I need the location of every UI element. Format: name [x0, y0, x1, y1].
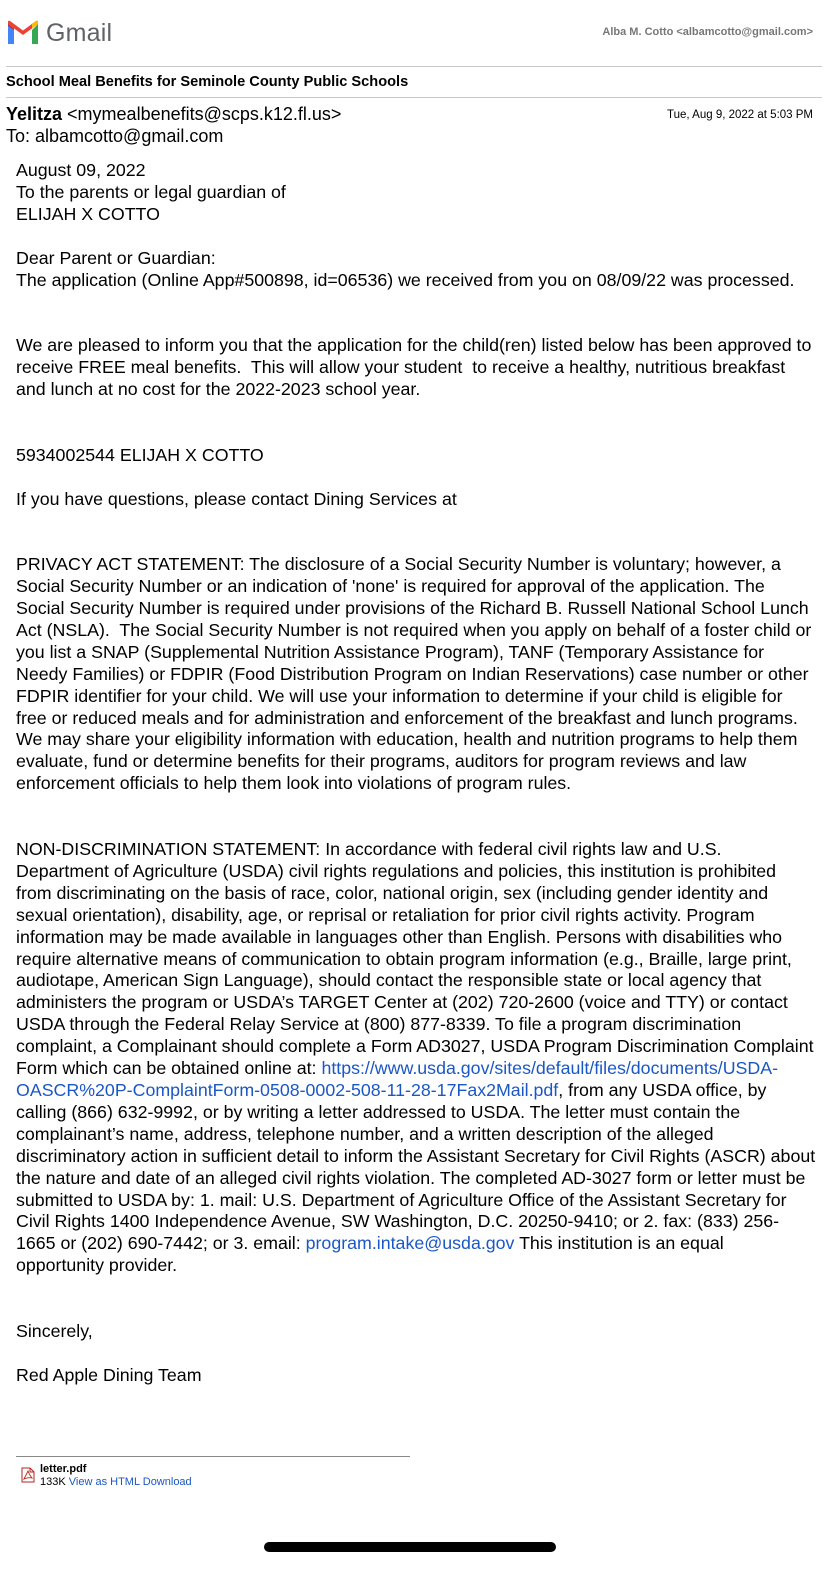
nondisc-text-3: This institution is an equal opportunity provider. [16, 1233, 729, 1276]
gmail-wordmark: Gmail [46, 18, 113, 47]
attachment-size: 133K [40, 1476, 66, 1488]
gmail-m-icon [6, 20, 40, 46]
usda-complaint-form-link[interactable]: https://www.usda.gov/sites/default/files/documents/USDA-OASCR%20P-ComplaintForm-0508-0002-508-11-28-17Fax2Mail.pdf [16, 1058, 779, 1100]
divider [6, 97, 822, 98]
view-as-html-link[interactable]: View as HTML [68, 1476, 140, 1488]
account-label: Alba M. Cotto <albamcotto@gmail.com> [602, 26, 813, 38]
gmail-logo[interactable] [6, 17, 116, 49]
usda-email-link[interactable]: program.intake@usda.gov [305, 1233, 515, 1254]
sender-email: <mymealbenefits@scps.k12.fl.us> [67, 104, 342, 124]
email-date: Tue, Aug 9, 2022 at 5:03 PM [667, 109, 813, 121]
recipient-line: To: albamcotto@gmail.com [6, 126, 224, 146]
non-discrimination-statement [16, 839, 821, 1277]
top-bar [0, 0, 828, 64]
download-link[interactable]: Download [142, 1476, 192, 1488]
privacy-statement: PRIVACY ACT STATEMENT: The disclosure of a Social Security Number is voluntary; however, a Social Security Number or an indication of 'none' is required for approval of the application. The Social Security Number is required under provisions of the Richard B. Russell National School Lunch Act (NSLA). The Social Security Number is not required when you apply on behalf of a foster child or you list a SNAP (Supplemental Nutrition Assistance Program), TANF (Temporary Assistance for Needy Families) or FDPIR (Food Distribution Program on Indian Reservations) case number or other FDPIR identifier for your child. We will use your information to determine if your child is eligible for free or reduced meals and for administration and enforcement of the breakfast and lunch programs. We may share your eligibility information with education, health and nutrition programs to help them evaluate, fund or determine benefits for their programs, auditors for program reviews and law enforcement officials to help them look into violations of program rules. [16, 554, 817, 794]
pdf-icon [20, 1467, 36, 1483]
attachment-divider [16, 1456, 410, 1457]
attachment-meta [40, 1476, 192, 1488]
letter-date: August 09, 2022 [16, 160, 146, 180]
email-body [16, 160, 821, 1387]
closing: Sincerely, [16, 1320, 93, 1341]
email-subject: School Meal Benefits for Seminole County Public Schools [6, 74, 409, 90]
signature: Red Apple Dining Team [16, 1364, 202, 1385]
recipient-line-1: To the parents or legal guardian of [16, 181, 286, 202]
student-line: 5934002544 ELIJAH X COTTO [16, 444, 264, 465]
home-indicator[interactable] [264, 1542, 556, 1552]
sender-line [6, 104, 341, 125]
recipient-line-2: ELIJAH X COTTO [16, 203, 160, 224]
sender-name: Yelitza [6, 104, 63, 124]
divider [6, 66, 822, 67]
attachment-name[interactable]: letter.pdf [40, 1463, 87, 1475]
nondisc-text-1: NON-DISCRIMINATION STATEMENT: In accordance with federal civil rights law and U.S. Department of Agriculture (USDA) civil rights regulations and policies, this institution is prohibited from discriminating on the basis of race, color, national origin, sex (including gender identity and sexual orientation), disability, age, or reprisal or retaliation for prior civil rights activity. Program information may be made available in languages other than English. Persons with disabilities who require alternative means of communication to obtain program information (e.g., Braille, large print, audiotape, American Sign Language), should contact the responsible state or local agency that administers the program or USDA’s TARGET Center at (202) 720-2600 (voice and TTY) or contact USDA through the Federal Relay Service at (800) 877-8339. To file a program discrimination complaint, a Complainant should complete a Form AD3027, USDA Program Discrimination Complaint Form which can be obtained online at: [16, 839, 819, 1079]
questions-line: If you have questions, please contact Dining Services at [16, 488, 457, 509]
processed-paragraph: The application (Online App#500898, id=06536) we received from you on 08/09/22 was processed. [16, 269, 795, 290]
nondisc-text-2: , from any USDA office, by calling (866) 632-9992, or by writing a letter addressed to USDA. The letter must contain the complainant’s name, address, telephone number, and a written description of the alleged discriminatory action in sufficient detail to inform the Assistant Secretary for Civil Rights (ASCR) about the nature and date of an alleged civil rights violation. The completed AD-3027 form or letter must be submitted to USDA by: 1. mail: U.S. Department of Agriculture Office of the Assistant Secretary for Civil Rights 1400 Independence Avenue, SW Washington, D.C. 20250-9410; or 2. fax: (833) 256-1665 or (202) 690-7442; or 3. email: [16, 1079, 821, 1254]
greeting: Dear Parent or Guardian: [16, 247, 216, 268]
approval-paragraph: We are pleased to inform you that the application for the child(ren) listed below has been approved to receive FREE meal benefits. This will allow your student to receive a healthy, nutritious breakfast and lunch at no cost for the 2022-2023 school year. [16, 335, 817, 400]
